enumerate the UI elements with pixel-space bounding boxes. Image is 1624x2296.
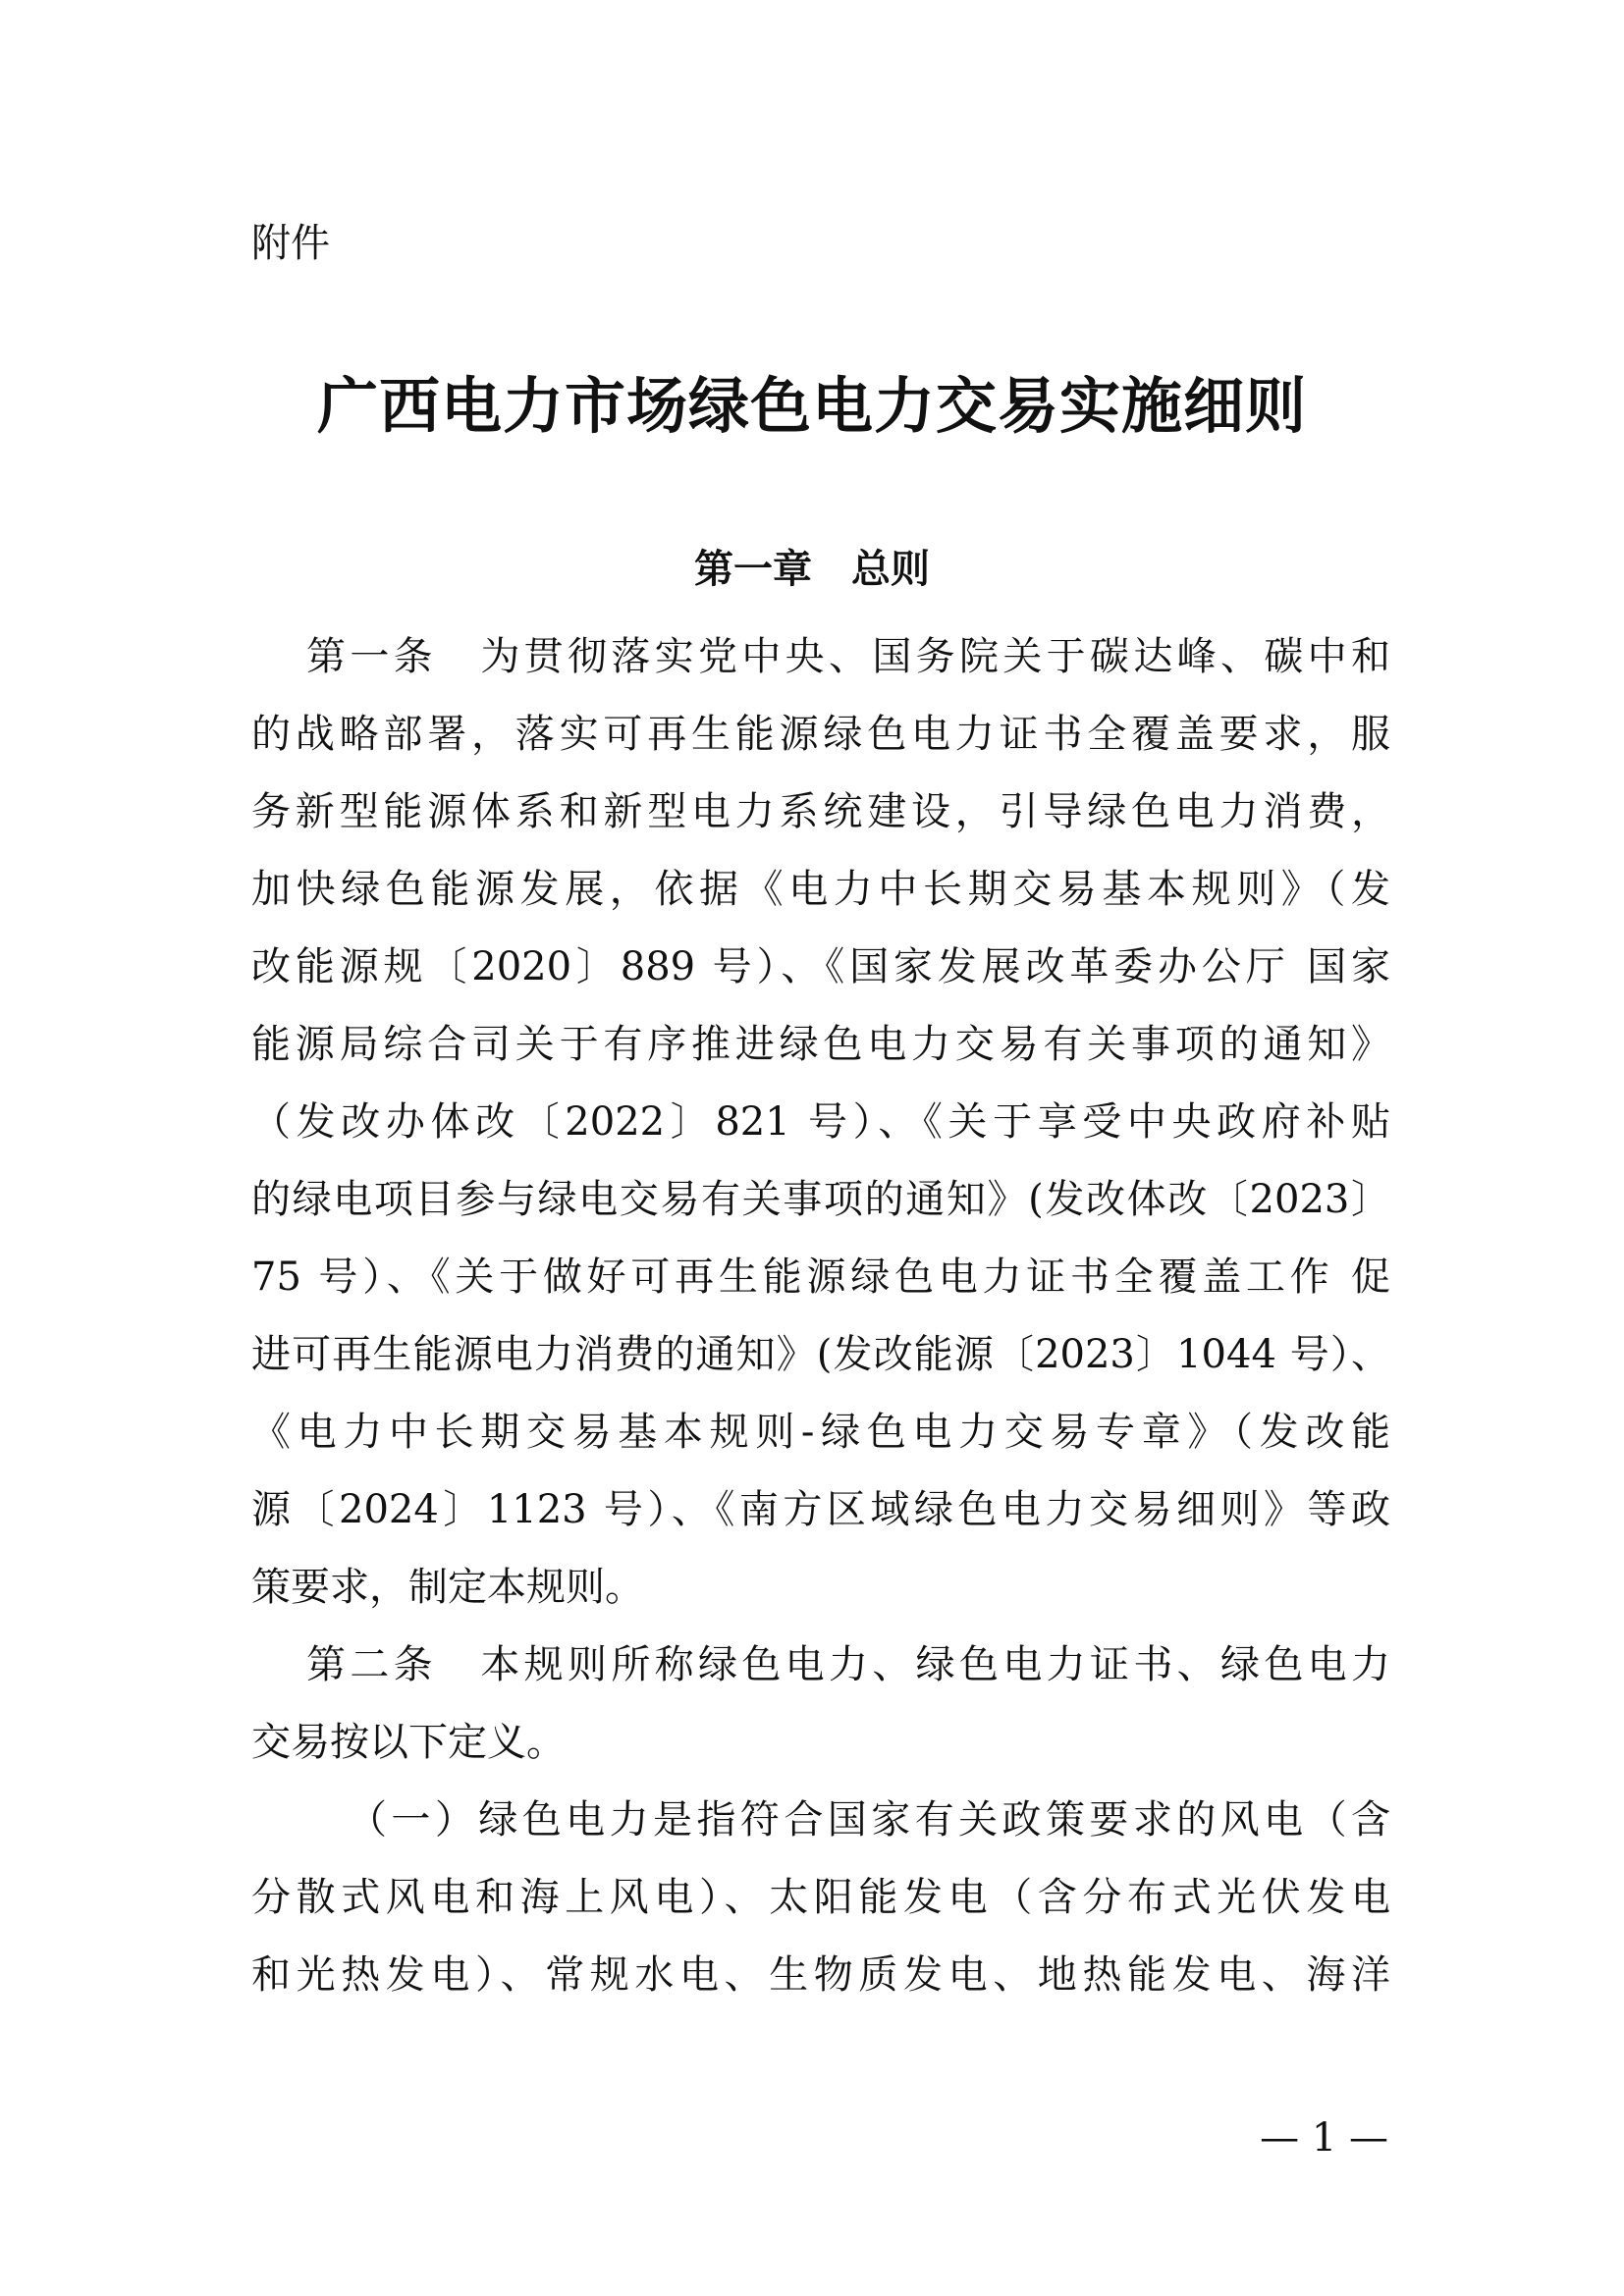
body-text [251, 618, 1390, 2014]
article-1-line-1: 第一条 为贯彻落实党中央、国务院关于碳达峰、碳中和 [306, 634, 1390, 679]
article-1-line-13: 策要求，制定本规则。 [251, 1565, 644, 1610]
article-2-line-1: 第二条 本规则所称绿色电力、绿色电力证书、绿色电力 [306, 1642, 1390, 1687]
article-1-line-12: 源〔2024〕1123 号）、《南方区域绿色电力交易细则》等政 [251, 1487, 1390, 1532]
article-2-line-2: 交易按以下定义。 [251, 1720, 566, 1765]
article-1-line-2: 的战略部署，落实可再生能源绿色电力证书全覆盖要求，服 [251, 712, 1390, 757]
clause-1-line-3: 和光热发电）、常规水电、生物质发电、地热能发电、海洋 [251, 1952, 1390, 1998]
article-1-line-7: （发改办体改〔2022〕821 号）、《关于享受中央政府补贴 [251, 1099, 1390, 1145]
chapter-title: 第一章 总则 [694, 547, 930, 592]
article-1-line-9: 75 号）、《关于做好可再生能源绿色电力证书全覆盖工作 促 [251, 1255, 1390, 1300]
page-number: — 1 — [1260, 2115, 1388, 2161]
article-1-line-5: 改能源规〔2020〕889 号）、《国家发展改革委办公厅 国家 [251, 944, 1390, 989]
article-1-line-10: 进可再生能源电力消费的通知》(发改能源〔2023〕1044 号）、 [251, 1332, 1390, 1377]
article-1-line-6: 能源局综合司关于有序推进绿色电力交易有关事项的通知》 [251, 1022, 1390, 1067]
article-1-line-8: 的绿电项目参与绿电交易有关事项的通知》(发改体改〔2023〕 [251, 1177, 1390, 1222]
article-1-line-3: 务新型能源体系和新型电力系统建设，引导绿色电力消费， [251, 789, 1390, 834]
document-title: 广西电力市场绿色电力交易实施细则 [316, 370, 1307, 442]
clause-1-line-1: （一）绿色电力是指符合国家有关政策要求的风电（含 [348, 1797, 1390, 1842]
article-1-line-4: 加快绿色能源发展，依据《电力中长期交易基本规则》（发 [251, 867, 1390, 912]
attachment-label: 附件 [251, 221, 330, 266]
clause-1-line-2: 分散式风电和海上风电）、太阳能发电（含分布式光伏发电 [251, 1875, 1390, 1920]
article-1-line-11: 《电力中长期交易基本规则-绿色电力交易专章》（发改能 [251, 1410, 1390, 1455]
